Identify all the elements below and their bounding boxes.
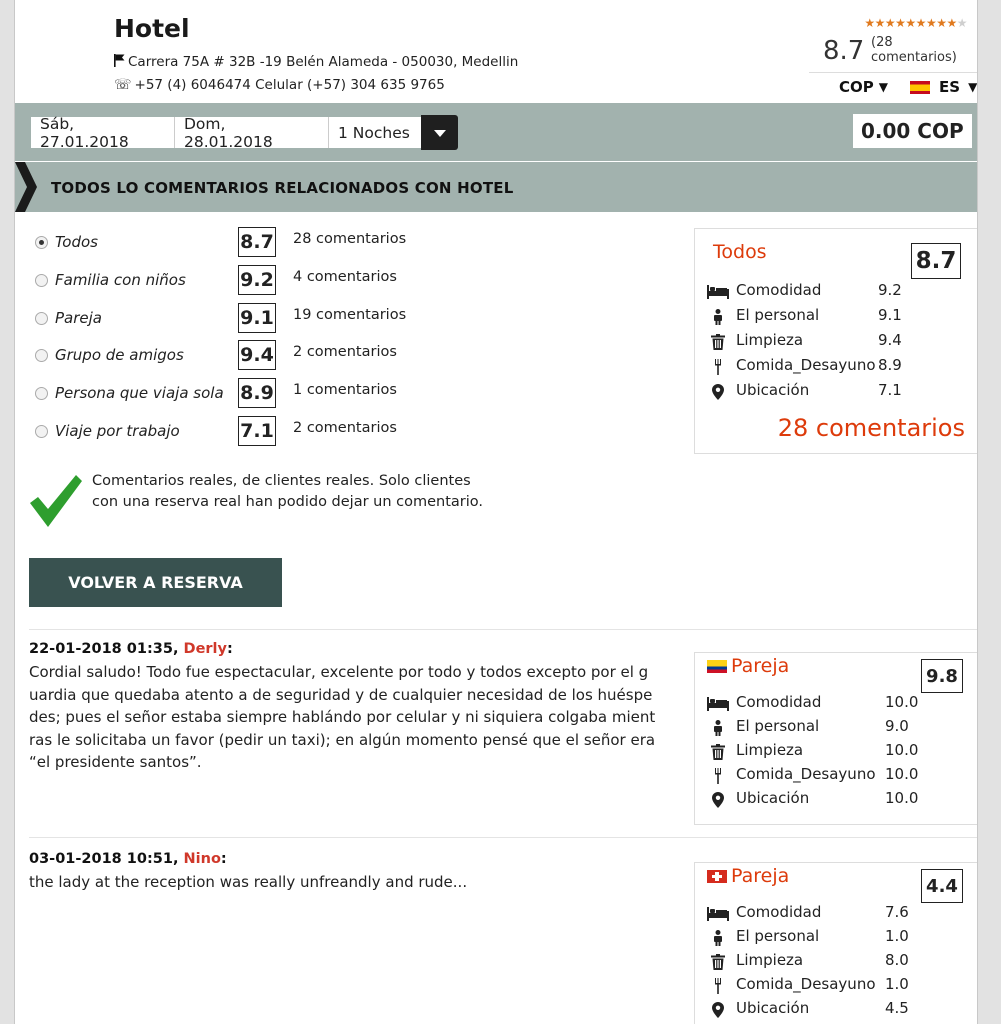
star-icon: ★ bbox=[905, 16, 916, 30]
radio-button[interactable] bbox=[35, 312, 48, 325]
rating-value: 7.1 bbox=[878, 381, 902, 399]
rating-row bbox=[707, 281, 947, 303]
filter-count: 19 comentarios bbox=[293, 306, 407, 323]
star-rating bbox=[864, 16, 967, 30]
spain-flag-icon bbox=[910, 81, 930, 94]
rating-row bbox=[707, 927, 947, 949]
star-icon: ★ bbox=[884, 16, 896, 30]
filter-score: 9.2 bbox=[238, 265, 276, 295]
rating-value: 4.5 bbox=[885, 999, 909, 1017]
rating-value: 10.0 bbox=[885, 693, 919, 711]
checkout-date[interactable]: Dom, 28.01.2018 bbox=[175, 117, 329, 148]
filter-score: 7.1 bbox=[238, 416, 276, 446]
currency-selector[interactable] bbox=[839, 78, 888, 96]
radio-button[interactable] bbox=[35, 274, 48, 287]
review-date: 22-01-2018 01:35, bbox=[29, 641, 179, 657]
bed-icon bbox=[707, 696, 729, 712]
filter-label: Todos bbox=[55, 233, 99, 251]
currency-label: COP bbox=[839, 78, 874, 96]
rating-label: El personal bbox=[736, 717, 820, 735]
rating-value: 10.0 bbox=[885, 741, 919, 759]
summary-card bbox=[694, 228, 978, 454]
rating-value: 9.0 bbox=[885, 717, 909, 735]
summary-score: 8.7 bbox=[911, 243, 961, 279]
language-selector[interactable] bbox=[910, 78, 977, 96]
header-divider bbox=[809, 72, 978, 73]
rating-value: 1.0 bbox=[885, 975, 909, 993]
review-colon: : bbox=[220, 851, 227, 867]
back-to-booking-button[interactable]: VOLVER A RESERVA bbox=[29, 558, 282, 607]
review-type bbox=[707, 865, 789, 887]
switzerland-flag-icon bbox=[707, 870, 727, 883]
filter-count: 4 comentarios bbox=[293, 268, 397, 285]
divider bbox=[29, 629, 978, 630]
flag-marker-icon bbox=[114, 54, 128, 71]
rating-label: Ubicación bbox=[736, 999, 810, 1017]
rating-value: 1.0 bbox=[885, 927, 909, 945]
rating-value: 10.0 bbox=[885, 789, 919, 807]
radio-button[interactable] bbox=[35, 387, 48, 400]
rating-value: 8.0 bbox=[885, 951, 909, 969]
fork-icon bbox=[707, 768, 729, 784]
address-text: Carrera 75A # 32B -19 Belén Alameda - 050030, Medellin bbox=[128, 54, 519, 70]
rating-value: 7.6 bbox=[885, 903, 909, 921]
trust-message: Comentarios reales, de clientes reales. Solo clientes con una reserva real han podido dejar un comentario. bbox=[92, 473, 484, 510]
filter-count: 2 comentarios bbox=[293, 420, 397, 436]
overall-rating-count: (28 comentarios) bbox=[871, 35, 957, 65]
hotel-title: Hotel bbox=[114, 14, 190, 43]
rating-row bbox=[707, 741, 947, 763]
review-rating-card bbox=[694, 652, 978, 825]
rating-value: 8.9 bbox=[878, 356, 902, 374]
rating-row bbox=[707, 999, 947, 1021]
star-icon: ★ bbox=[915, 16, 926, 30]
summary-count: 28 comentarios bbox=[777, 414, 965, 442]
fork-icon bbox=[707, 359, 729, 375]
star-icon: ★ bbox=[936, 16, 947, 30]
filter-option[interactable] bbox=[35, 303, 455, 335]
rating-row bbox=[707, 693, 947, 715]
rating-row bbox=[707, 331, 947, 353]
rating-label: Ubicación bbox=[736, 381, 810, 399]
rating-value: 9.4 bbox=[878, 331, 902, 349]
rating-row bbox=[707, 975, 947, 997]
review-text: the lady at the reception was really unfreandly and rude... bbox=[29, 873, 468, 891]
filter-score: 8.9 bbox=[238, 378, 276, 408]
rating-label: Comodidad bbox=[736, 903, 822, 921]
hotel-address bbox=[114, 54, 518, 71]
nights-select[interactable]: 1 Noches bbox=[329, 117, 421, 148]
language-label: ES bbox=[939, 78, 961, 96]
rating-label: El personal bbox=[736, 927, 820, 945]
filter-count: 1 comentarios bbox=[293, 382, 397, 399]
filter-label: Persona que viaja sola bbox=[55, 384, 224, 403]
star-icon: ★ bbox=[895, 16, 906, 30]
summary-title: Todos bbox=[713, 241, 767, 263]
rating-label: Comida_Desayuno bbox=[736, 765, 876, 783]
date-bar bbox=[15, 103, 978, 161]
rating-row bbox=[707, 903, 947, 925]
rating-label: Comodidad bbox=[736, 693, 822, 711]
filter-score: 9.4 bbox=[238, 340, 276, 370]
rating-row bbox=[707, 951, 947, 973]
rating-value: 9.1 bbox=[878, 306, 902, 324]
location-pin-icon bbox=[707, 384, 729, 400]
trash-icon bbox=[707, 744, 729, 760]
filter-option[interactable] bbox=[35, 227, 455, 259]
trash-icon bbox=[707, 334, 729, 350]
rating-label: Comida_Desayuno bbox=[736, 975, 876, 993]
checkmark-icon bbox=[28, 473, 84, 529]
location-pin-icon bbox=[707, 1002, 729, 1018]
person-icon bbox=[707, 720, 729, 736]
colombia-flag-icon bbox=[707, 660, 727, 673]
trash-icon bbox=[707, 954, 729, 970]
filter-option[interactable] bbox=[35, 265, 455, 297]
rating-row bbox=[707, 789, 947, 811]
review-score: 4.4 bbox=[921, 869, 963, 903]
bed-icon bbox=[707, 906, 729, 922]
chevron-right-icon bbox=[15, 162, 37, 212]
person-icon bbox=[707, 930, 729, 946]
filter-option[interactable] bbox=[35, 416, 455, 448]
radio-button[interactable] bbox=[35, 425, 48, 438]
star-icon: ★ bbox=[946, 16, 957, 30]
rating-label: Limpieza bbox=[736, 951, 804, 969]
divider bbox=[29, 837, 978, 838]
rating-row bbox=[707, 381, 947, 403]
hotel-phone bbox=[114, 77, 445, 93]
rating-label: Limpieza bbox=[736, 741, 804, 759]
location-pin-icon bbox=[707, 792, 729, 808]
star-icon: ★ bbox=[864, 16, 875, 30]
review-header bbox=[29, 641, 233, 657]
review-date: 03-01-2018 10:51, bbox=[29, 851, 179, 867]
rating-label: Comodidad bbox=[736, 281, 822, 299]
filter-score: 8.7 bbox=[238, 227, 276, 257]
filter-score: 9.1 bbox=[238, 303, 276, 333]
section-title: TODOS LO COMENTARIOS RELACIONADOS CON HOTEL bbox=[51, 179, 514, 197]
phone-text: +57 (4) 6046474 Celular (+57) 304 635 9765 bbox=[134, 77, 445, 93]
bed-icon bbox=[707, 284, 729, 300]
rating-row bbox=[707, 306, 947, 328]
star-icon: ★ bbox=[925, 16, 937, 30]
review-type-label: Pareja bbox=[731, 865, 790, 887]
overall-rating: 8.7 bbox=[823, 36, 865, 66]
filter-count: 28 comentarios bbox=[293, 231, 407, 247]
rating-row bbox=[707, 356, 947, 378]
phone-icon: ☏ bbox=[114, 77, 132, 93]
checkin-date[interactable]: Sáb, 27.01.2018 bbox=[31, 117, 175, 148]
total-price: 0.00 COP bbox=[853, 114, 972, 148]
nights-dropdown-button[interactable] bbox=[421, 115, 458, 150]
dropdown-arrow-icon: ▼ bbox=[968, 80, 978, 94]
filter-label: Grupo de amigos bbox=[55, 346, 184, 365]
reviewer-name: Nino bbox=[183, 851, 221, 867]
section-header bbox=[15, 162, 978, 212]
fork-icon bbox=[707, 978, 729, 994]
dropdown-arrow-icon: ▼ bbox=[878, 80, 888, 94]
rating-row bbox=[707, 765, 947, 787]
rating-row bbox=[707, 717, 947, 739]
main-frame bbox=[14, 0, 978, 1024]
filter-label: Viaje por trabajo bbox=[55, 422, 180, 440]
rating-label: Comida_Desayuno bbox=[736, 356, 876, 374]
rating-value: 9.2 bbox=[878, 281, 902, 299]
review-type bbox=[707, 655, 789, 677]
rating-value: 10.0 bbox=[885, 765, 919, 783]
review-type-label: Pareja bbox=[731, 655, 790, 677]
filter-label: Pareja bbox=[55, 308, 102, 327]
rating-label: El personal bbox=[736, 306, 820, 324]
rating-label: Limpieza bbox=[736, 331, 804, 349]
star-icon: ★ bbox=[956, 16, 967, 30]
review-header bbox=[29, 851, 227, 867]
star-icon: ★ bbox=[874, 16, 885, 30]
filter-count: 2 comentarios bbox=[293, 344, 397, 361]
reviewer-name: Derly bbox=[183, 641, 227, 657]
radio-button[interactable] bbox=[35, 236, 48, 249]
filter-label: Familia con niños bbox=[55, 270, 186, 289]
filter-option[interactable] bbox=[35, 378, 455, 410]
person-icon bbox=[707, 309, 729, 325]
review-text: Cordial saludo! Todo fue espectacular, excelente por todo y todos excepto por el g uardia que quedaba atento a de seguridad y de cualquier necesidad de los huéspe des; pues el señor estaba siempre hablándo por celular y ni siquiera colgaba mient ras le solicitaba un favor (pedir un taxi); en algún momento pensé que el señor era “el presidente santos”. bbox=[29, 663, 656, 771]
review-score: 9.8 bbox=[921, 659, 963, 693]
review-rating-card bbox=[694, 862, 978, 1024]
rating-label: Ubicación bbox=[736, 789, 810, 807]
radio-button[interactable] bbox=[35, 349, 48, 362]
review-colon: : bbox=[226, 641, 233, 657]
filter-option[interactable] bbox=[35, 340, 455, 372]
